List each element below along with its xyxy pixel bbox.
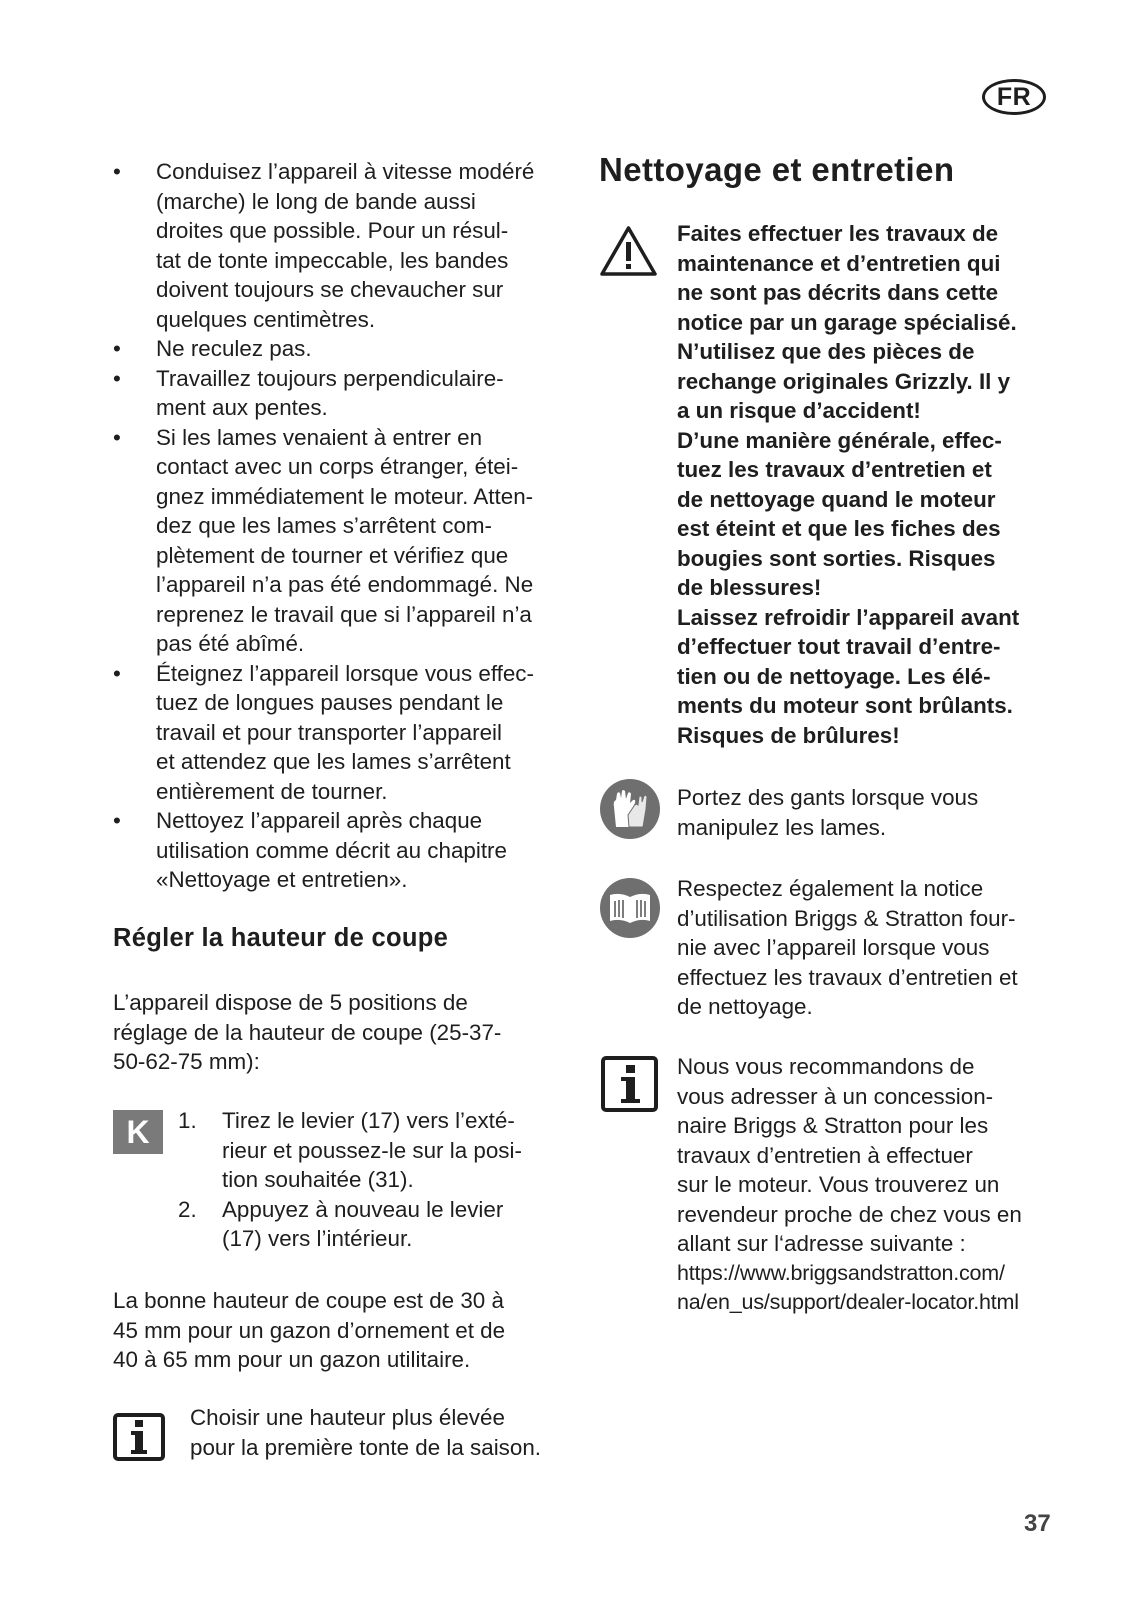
text-line: 40 à 65 mm pour un gazon utilitaire.	[113, 1347, 471, 1372]
warning-triangle-icon	[599, 225, 658, 277]
dealer-paragraph	[677, 1052, 1077, 1259]
text-line: de nettoyage.	[677, 994, 813, 1019]
bullet-line: travail et pour transporter l’appareil	[156, 719, 502, 745]
bullet-line: Conduisez l’appareil à vitesse modéré	[156, 159, 535, 184]
bullet-line: Ne reculez pas.	[156, 336, 312, 361]
dealer-locator-link[interactable]	[677, 1259, 1077, 1318]
bullet-line: pas été abîmé.	[156, 631, 305, 656]
text-line[interactable]: na/en_us/support/dealer-locator.html	[677, 1290, 1019, 1314]
text-line: D’une manière générale, effec-	[677, 427, 1002, 453]
bullet-line: doivent toujours se chevaucher sur	[156, 277, 504, 302]
bullet-item	[113, 659, 573, 807]
text-line: bougies sont sorties. Risques	[677, 545, 996, 571]
bullet-line: droites que possible. Pour un résul-	[156, 218, 509, 243]
text-line: d’utilisation Briggs & Stratton four-	[677, 905, 1016, 931]
text-line: Choisir une hauteur plus élevée	[190, 1405, 505, 1430]
bullet-line: et attendez que les lames s’arrêtent	[156, 749, 511, 774]
step-line: tion souhaitée (31).	[222, 1167, 414, 1192]
bullet-marker: •	[113, 336, 121, 361]
bullet-line: (marche) le long de bande aussi	[156, 188, 476, 214]
bullet-line: utilisation comme décrit au chapitre	[156, 837, 507, 863]
step-line: Appuyez à nouveau le levier	[222, 1196, 504, 1222]
manual-book-icon	[600, 878, 660, 938]
bullet-item	[113, 157, 573, 334]
text-line: effectuez les travaux d’entretien et	[677, 964, 1018, 990]
bullet-line: Nettoyez l’appareil après chaque	[156, 808, 483, 833]
season-tip-text	[190, 1403, 580, 1462]
bullet-marker: •	[113, 159, 121, 184]
figure-k-icon	[113, 1110, 163, 1154]
bullet-item	[113, 364, 573, 423]
step-item	[172, 1106, 572, 1195]
bullet-line: reprenez le travail que si l’appareil n’a	[156, 601, 532, 627]
bullet-line: contact avec un corps étranger, étei-	[156, 454, 519, 479]
text-line: a un risque d’accident!	[677, 398, 921, 423]
text-line: maintenance et d’entretien qui	[677, 250, 1001, 276]
text-line: L’appareil dispose de 5 positions de	[113, 990, 468, 1015]
cleaning-maintenance-heading: Nettoyage et entretien	[599, 151, 955, 188]
text-line: tien ou de nettoyage. Les élé-	[677, 663, 991, 689]
text-line: Nous vous recommandons de	[677, 1054, 975, 1079]
bullet-marker: •	[113, 660, 121, 686]
text-line: est éteint et que les fiches des	[677, 516, 1001, 541]
text-line: pour la première tonte de la saison.	[190, 1434, 541, 1460]
bullet-line: Si les lames venaient à entrer en	[156, 424, 483, 450]
text-line: tuez les travaux d’entretien et	[677, 457, 992, 482]
step-item	[172, 1195, 572, 1254]
text-line: réglage de la hauteur de coupe (25-37-	[113, 1019, 502, 1045]
step-line: rieur et poussez-le sur la posi-	[222, 1137, 522, 1163]
bullet-line: tat de tonte impeccable, les bandes	[156, 247, 509, 273]
manual-notice-text	[677, 874, 1067, 1022]
text-line: 45 mm pour un gazon d’ornement et de	[113, 1317, 506, 1343]
cutting-height-intro	[113, 988, 563, 1077]
text-line: d’effectuer tout travail d’entre-	[677, 634, 1001, 659]
text-line: vous adresser à un concession-	[677, 1083, 994, 1109]
text-line: La bonne hauteur de coupe est de 30 à	[113, 1288, 504, 1313]
bullet-item	[113, 806, 573, 895]
text-line: Respectez également la notice	[677, 876, 984, 901]
text-line: de nettoyage quand le moteur	[677, 486, 996, 512]
bullet-line: l’appareil n’a pas été endommagé. Ne	[156, 572, 534, 597]
maintenance-warning-text	[677, 219, 1067, 750]
bullet-line: entièrement de tourner.	[156, 778, 388, 804]
text-line: rechange originales Grizzly. Il y	[677, 368, 1011, 394]
text-line: ne sont pas décrits dans cette	[677, 280, 999, 305]
bullet-line: plètement de tourner et vérifiez que	[156, 542, 509, 568]
text-line[interactable]: https://www.briggsandstratton.com/	[677, 1260, 1005, 1285]
step-line: (17) vers l’intérieur.	[222, 1226, 413, 1251]
bullet-marker: •	[113, 808, 121, 833]
text-line: notice par un garage spécialisé.	[677, 309, 1017, 335]
text-line: 50-62-75 mm):	[113, 1049, 260, 1074]
text-line: travaux d’entretien à effectuer	[677, 1142, 973, 1168]
bullet-line: dez que les lames s’arrêtent com-	[156, 513, 493, 538]
info-icon	[113, 1413, 165, 1461]
bullet-line: ment aux pentes.	[156, 395, 328, 420]
text-line: Risques de brûlures!	[677, 722, 900, 748]
bullet-line: gnez immédiatement le moteur. Atten-	[156, 483, 534, 509]
text-line: allant sur l‘adresse suivante :	[677, 1231, 966, 1256]
text-line: de blessures!	[677, 575, 822, 600]
instructions-bullet-list	[113, 157, 573, 895]
bullet-marker: •	[113, 365, 121, 391]
language-code: FR	[996, 82, 1032, 111]
step-number: 1.	[178, 1108, 197, 1133]
bullet-line: quelques centimètres.	[156, 306, 376, 332]
bullet-item	[113, 334, 573, 364]
text-line: nie avec l’appareil lorsque vous	[677, 935, 990, 960]
dealer-recommendation-text	[677, 1052, 1077, 1318]
adjustment-steps	[172, 1106, 572, 1254]
recommended-height-text	[113, 1286, 573, 1375]
gloves-notice-text	[677, 783, 1067, 842]
text-line: Laissez refroidir l’appareil avant	[677, 604, 1020, 630]
language-badge	[982, 79, 1046, 115]
text-line: Portez des gants lorsque vous	[677, 785, 979, 810]
info-icon	[601, 1056, 658, 1112]
bullet-line: tuez de longues pauses pendant le	[156, 690, 504, 715]
gloves-icon	[600, 779, 660, 839]
cutting-height-heading: Régler la hauteur de coupe	[113, 924, 449, 952]
text-line: manipulez les lames.	[677, 814, 887, 840]
bullet-marker: •	[113, 424, 121, 450]
text-line: Faites effectuer les travaux de	[677, 221, 999, 246]
bullet-line: Travaillez toujours perpendiculaire-	[156, 365, 504, 391]
bullet-line: «Nettoyage et entretien».	[156, 867, 408, 892]
text-line: N’utilisez que des pièces de	[677, 339, 975, 364]
bullet-item	[113, 423, 573, 659]
text-line: ments du moteur sont brûlants.	[677, 693, 1013, 718]
figure-k-letter: K	[126, 1113, 150, 1150]
text-line: revendeur proche de chez vous en	[677, 1201, 1022, 1227]
step-number: 2.	[178, 1196, 197, 1222]
page-number: 37	[1024, 1510, 1051, 1537]
text-line: naire Briggs & Stratton pour les	[677, 1113, 989, 1138]
bullet-line: Éteignez l’appareil lorsque vous effec-	[156, 660, 534, 686]
text-line: sur le moteur. Vous trouverez un	[677, 1172, 1000, 1197]
step-line: Tirez le levier (17) vers l’exté-	[222, 1108, 515, 1133]
